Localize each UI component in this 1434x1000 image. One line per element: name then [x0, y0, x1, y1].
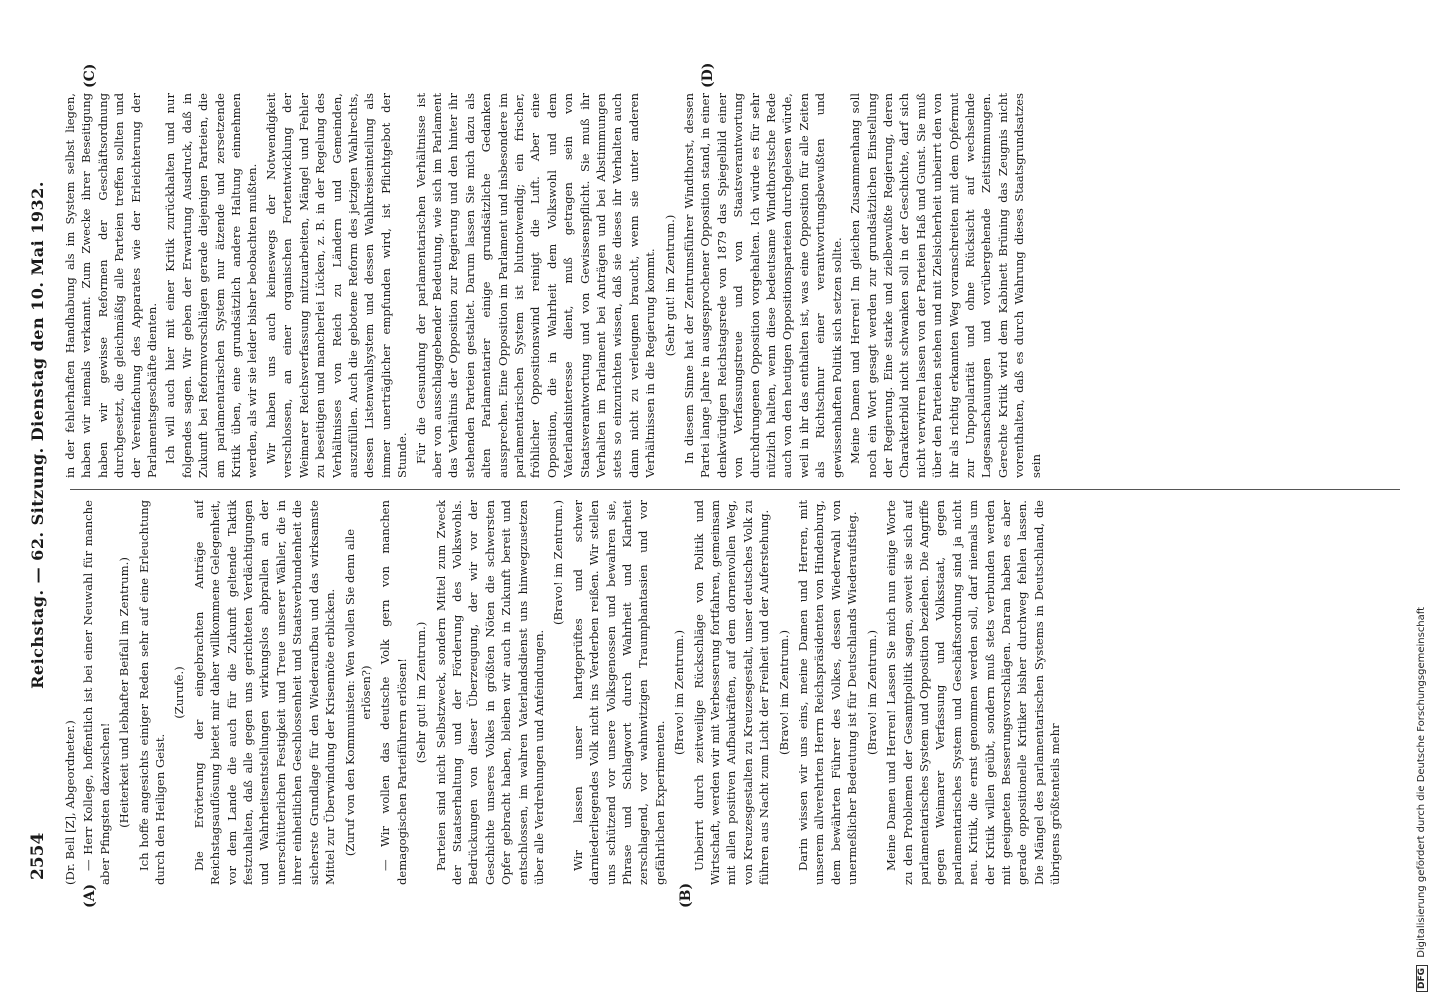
interjection: (Sehr gut! im Zentrum.): [662, 214, 677, 357]
paragraph: Wir haben uns auch keineswegs der Notwendigkeit verschlossen, an einer organischen Fortentwicklung der Weimarer Reichsverfassung mitzuarbeiten, Mängel und Fehler zu beseitigen und mancherlei Lücken, z. B. in der Regelung des Verhältnisses von Reich zu Ländern und Gemeinden, auszufüllen. Auch die gebotene Reform des jetzigen Wahlrechts, dessen Listenwahlsystem und dessen Wahlkreiseinteilung als immer unerträglicher empfunden wird, ist Pflichtgebot der Stunde.: [263, 93, 410, 478]
left-column: [62, 500, 1410, 885]
interjection: (Bravo! im Zentrum.): [672, 630, 687, 756]
paragraph: Für die Gesundung der parlamentarischen Verhältnisse ist aber von ausschlaggebender Bedeutung, wie sich im Parlament das Verhältnis der Opposition zur Regierung und den hinter ihr stehenden Parteien gestaltet. Darum lassen Sie mich dazu als alten Parlamentarier einige grundsätzliche Gedanken aussprechen. Eine Opposition im Parlament und insbesondere im parlamentarischen System ist blutnotwendig; ein frischer, fröhlicher Oppositionswind reinigt die Luft. Aber eine Opposition, die in Wahrheit dem Volkswohl und dem Vaterlandsinteresse dient, muß getragen sein von Staatsverantwortung und von Gewissenspflicht. Sie muß ihr Verhalten im Parlament bei Anträgen und bei Abstimmungen stets so einzurichten wissen, daß sie dieses ihr Verhalten auch dann nicht zu verleugnen braucht, wenn sie unter anderen Verhältnissen in die Regierung kommt.: [413, 93, 658, 478]
interjection: (Heiterkeit und lebhafter Beifall im Zentrum.): [117, 557, 132, 828]
paragraph: Ich will auch hier mit einer Kritik zurückhalten und nur folgendes sagen. Wir geben der Erwartung Ausdruck, daß in Zukunft bei Reformvorschlägen gerade diejenigen Parteien, die am parlamentarischen System nur ätzende und zersetzende Kritik üben, eine grundsätzlich andere Haltung einnehmen werden, als wir sie leider bisher beobachten mußten.: [163, 93, 260, 478]
interjection: (Bravo! im Zentrum.): [776, 630, 791, 756]
footer-text: Digitalisierung gefördert durch die Deutsche Forschungsgemeinschaft: [1416, 606, 1427, 958]
page-title: Reichstag. — 62. Sitzung. Dienstag den 10. Mai 1932.: [28, 181, 47, 689]
paragraph: Unbeirrt durch zeitweilige Rückschläge von Politik und Wirtschaft, werden wir mit Verbesserung fortfahren, gemeinsam mit allen positiven Aufbaukräften, auf dem dornenvollen Weg, von Kreuzesgestalten zu Kreuzesgestalt, unser deutsches Volk zu führen aus Nacht zum Licht der Freiheit und der Auferstehung.: [691, 500, 772, 885]
page-header: [28, 110, 58, 880]
paragraph: In diesem Sinne hat der Zentrumsführer Windthorst, dessen Partei lange Jahre in ausgesprochener Opposition stand, in einer denkwürdigen Reichstagsrede von 1879 das Spiegelbild einer von Verfassungstreue und von Staatsverantwortung durchdrungenen Opposition vorgehalten. Ich würde es für sehr nützlich halten, wenn diese bedeutsame Windthorstsche Rede auch von den heutigen Oppositionsparteien durchgelesen würde, weil in ihr das enthalten ist, was eine Opposition für alle Zeiten als Richtschnur einer verantwortungsbewußten und gewissenhaften Politik sich setzen sollte.: [682, 93, 844, 478]
paragraph: — Herr Kollege, hoffentlich ist bei einer Neuwahl für manche aber Pfingsten dazwischen!: [81, 500, 112, 885]
margin-marker-d: (D): [700, 62, 716, 88]
interjection: (Bravo! im Zentrum.): [864, 630, 879, 756]
margin-marker-c: (C): [82, 63, 98, 88]
paragraph: — Wir wollen das deutsche Volk gern von manchen demagogischen Parteiführern erlösen!: [378, 500, 409, 885]
interjection: (Zuruf von den Kommunisten: Wen wollen Sie denn alle erlösen?): [342, 528, 373, 857]
paragraph: Ich hoffe angesichts einiger Reden sehr auf eine Erleuchtung durch den Heiligen Geist.: [136, 500, 168, 885]
dfg-logo: DFG: [1416, 965, 1428, 992]
right-column: [62, 93, 1410, 478]
paragraph: Meine Damen und Herren! Lassen Sie mich nun einige Worte zu den Problemen der Gesamtpolitik sagen, soweit sie sich auf parlamentarisches System und Opposition beziehen. Die Angriffe gegen Weimarer Verfassung und Volksstaat, gegen parlamentarisches System und Geschäftsordnung sind ja nicht neu. Kritik, die ernst genommen werden soll, darf niemals um der Kritik willen geübt, sondern muß stets verbunden werden mit geeigneten Besserungsvorschlägen. Daran haben es aber gerade oppositionelle Kritiker bisher durchweg fehlen lassen. Die Mängel des parlamentarischen Systems in Deutschland, die übrigens größtenteils mehr: [884, 500, 1063, 885]
paragraph: Darin wissen wir uns eins, meine Damen und Herren, mit unserem allverehrten Herrn Reichspräsidenten von Hindenburg, dem bewährten Führer des Volkes, dessen Wiederwahl von unermeßlicher Bedeutung ist für Deutschlands Wiederaufstieg.: [796, 500, 860, 885]
interjection: (Sehr gut! im Zentrum.): [414, 621, 429, 764]
interjection: (Bravo! im Zentrum.): [551, 500, 566, 626]
column-divider: [70, 489, 1400, 490]
paragraph: in der fehlerhaften Handhabung als im System selbst liegen, haben wir niemals verkannt. Zum Zwecke ihrer Beseitigung haben wir gewisse Reformen der Geschäftsordnung durchgesetzt, die gleichmäßig alle Parteien treffen sollten und der Vereinfachung des Apparates wie der Erleichterung der Parlamentsgeschäfte dienten.: [63, 93, 160, 478]
margin-marker-b: (B): [678, 882, 694, 908]
interjection: (Zurufe.): [172, 666, 187, 719]
paragraph: Die Erörterung der eingebrachten Anträge auf Reichstagsauflösung bietet mir daher willkommene Gelegenheit, vor dem Lande die auch für die Zukunft geltende Taktik festzuhalten, daß alle gegen uns gerichteten Verdächtigungen und Wahrheitsentstellungen wirkungslos abprallen an der unerschütterlichen Festigkeit und Treue unserer Wähler, die in ihrer einheitlichen Geschlossenheit und Staatsverbundenheit die sicherste Grundlage für den Wiederaufbau und das wirksamste Mittel zur Überwindung der Krisennöte erblicken.: [191, 500, 338, 885]
page-number: 2554: [28, 832, 48, 880]
digitization-footer: [1416, 2, 1430, 992]
paragraph: Meine Damen und Herren! Im gleichen Zusammenhang soll noch ein Wort gesagt werden zur grundsätzlichen Einstellung der Regierung. Eine starke und zielbewußte Regierung, deren Charakterbild nicht schwanken soll in der Geschichte, darf sich nicht verwirren lassen von der Parteien Haß und Gunst. Sie muß über den Parteien stehen und mit Zielsicherheit unbeirrt den von ihr als richtig erkannten Weg voranschreiten mit dem Opfermut zur Unpopularität und ohne Rücksicht auf wechselnde Lagesanschauungen und vorübergehende Zeitstimmungen. Gerechte Kritik wird dem Kabinett Brüning das Zeugnis nicht vorenthalten, daß es durch Wahrung dieses Staatsgrundsatzes sein: [848, 93, 1043, 478]
paragraph: Parteien sind nicht Selbstzweck, sondern Mittel zum Zweck der Staatserhaltung und der Förderung des Volkswohls. Bedrückungen von dieser Überzeugung, der wir vor der Geschichte unseres Volkes in größten Nöten die schwersten Opfer gebracht haben, bleiben wir auch in Zukunft bereit und entschlossen, im wahren Vaterlandsdienst uns hinwegzusetzen über alle Verdrehungen und Anfeindungen.: [433, 500, 546, 885]
paragraph: (Dr. Bell [Z], Abgeordneter.): [63, 720, 77, 885]
paragraph: Wir lassen unser hartgeprüftes und schwer darniederliegendes Volk nicht ins Verderben reißen. Wir stellen uns schützend vor unsere Volksgenossen und bewahren sie, Phrase und Schlagwort durch Wahrheit und Klarheit zerschlagend, vor wahnwitzigen Traumphantasien und vor gefährlichen Experimenten.: [570, 500, 667, 885]
margin-marker-a: (A): [82, 883, 98, 908]
